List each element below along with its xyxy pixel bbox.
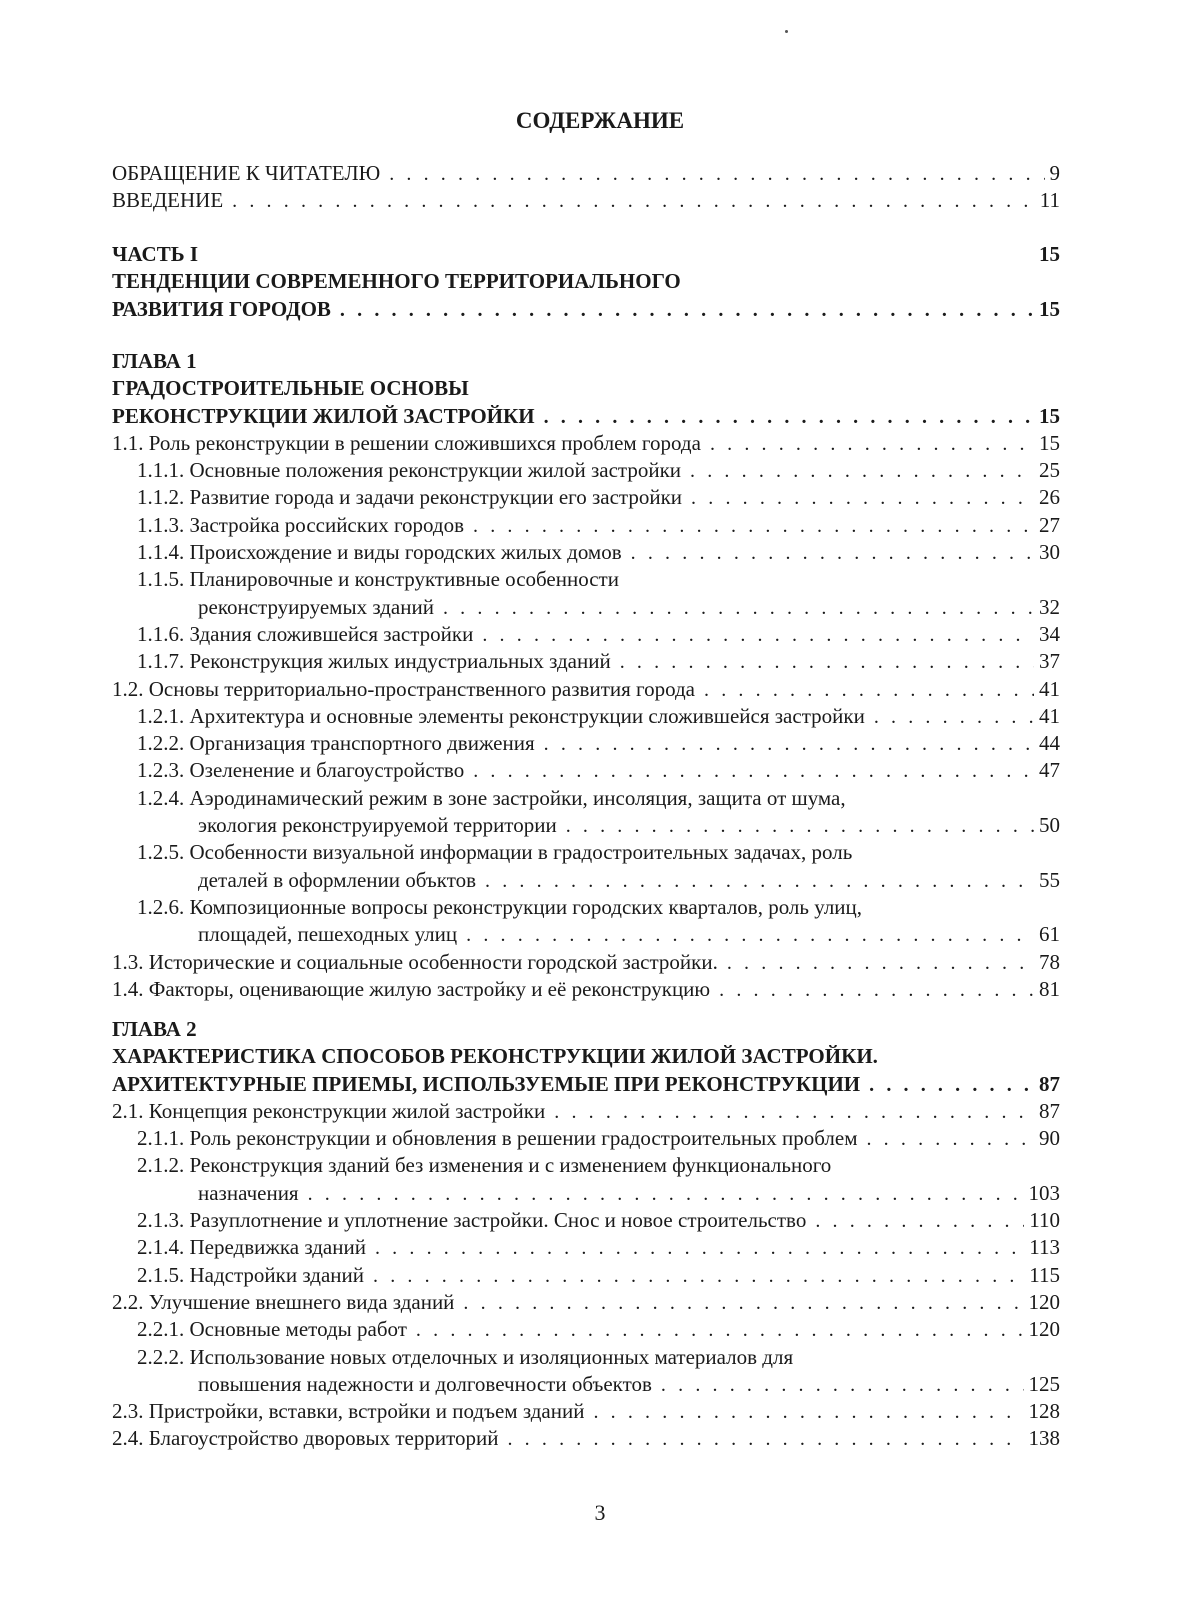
toc-entry-text: 2.1.4. Передвижка зданий — [137, 1235, 366, 1260]
leader-dots — [473, 758, 1034, 785]
scan-speck — [785, 30, 788, 33]
chapter-label — [112, 348, 1060, 375]
part-label-row[interactable] — [112, 241, 1060, 268]
leader-dots — [869, 1072, 1034, 1099]
leader-dots — [815, 1208, 1024, 1235]
toc-entry[interactable] — [112, 1234, 1060, 1261]
leader-dots — [691, 485, 1034, 512]
toc-entry-page: 37 — [1039, 649, 1060, 674]
toc-entry-page: 78 — [1039, 949, 1060, 974]
toc-entry-page: 103 — [1028, 1180, 1060, 1205]
toc-entry[interactable] — [112, 1207, 1060, 1234]
toc-entry-page: 113 — [1029, 1235, 1060, 1260]
part-label-page: 15 — [1039, 242, 1060, 266]
leader-dots — [544, 404, 1034, 431]
leader-dots — [661, 1372, 1024, 1399]
chapter-title-text: РЕКОНСТРУКЦИИ ЖИЛОЙ ЗАСТРОЙКИ — [112, 403, 535, 428]
toc-entry-page: 32 — [1039, 594, 1060, 619]
toc-entry[interactable] — [112, 730, 1060, 757]
toc-entry[interactable] — [112, 867, 1060, 894]
toc-entry[interactable] — [112, 594, 1060, 621]
leader-dots — [482, 622, 1034, 649]
toc-entry-page: 9 — [1049, 161, 1060, 185]
toc-entry[interactable] — [112, 1071, 1060, 1098]
toc-entry-text: 2.1.2. Реконструкция зданий без изменения и с изменением функционального — [137, 1153, 832, 1178]
toc-entry-text: 1.4. Факторы, оценивающие жилую застройку и её реконструкцию — [112, 976, 711, 1001]
toc-entry-page: 61 — [1039, 922, 1060, 947]
toc-entry-page: 30 — [1039, 540, 1060, 565]
toc-entry-text: 1.1.4. Происхождение и виды городских жилых домов — [137, 540, 622, 565]
leader-dots — [554, 1099, 1034, 1126]
toc-entry-page: 110 — [1029, 1208, 1060, 1233]
leader-dots — [544, 731, 1034, 758]
toc-entry[interactable] — [112, 812, 1060, 839]
toc-entry-text: 2.3. Пристройки, вставки, встройки и подъем зданий — [112, 1399, 585, 1424]
leader-dots — [719, 977, 1034, 1004]
toc-entry-text: 1.2.1. Архитектура и основные элементы реконструкции сложившейся застройки — [137, 703, 865, 728]
toc-entry[interactable] — [112, 512, 1060, 539]
toc-entry-text: назначения — [198, 1180, 299, 1205]
toc-entry-page: 34 — [1039, 621, 1060, 646]
toc-entry-page: 90 — [1039, 1126, 1060, 1151]
toc-entry-page: 47 — [1039, 758, 1060, 783]
toc-entry[interactable] — [112, 894, 1060, 921]
toc-entry-text: 1.1.3. Застройка российских городов — [137, 512, 465, 537]
leader-dots — [690, 458, 1034, 485]
leader-dots — [593, 1399, 1023, 1426]
leader-dots — [727, 950, 1034, 977]
leader-dots — [232, 188, 1035, 215]
toc-entry[interactable] — [112, 1316, 1060, 1343]
leader-dots — [485, 868, 1034, 895]
toc-entry-page: 120 — [1028, 1317, 1060, 1342]
toc-entry[interactable] — [112, 1098, 1060, 1125]
toc-entry[interactable] — [112, 296, 1060, 323]
toc-entry-text: 1.2.5. Особенности визуальной информации в градостроительных задачах, роль — [137, 840, 853, 865]
leader-dots — [463, 1290, 1023, 1317]
toc-entry-text: 1.1.7. Реконструкция жилых индустриальных зданий — [137, 649, 611, 674]
toc-entry-text: экология реконструируемой территории — [198, 813, 557, 838]
leader-dots — [308, 1181, 1024, 1208]
toc-entry-page: 50 — [1039, 813, 1060, 838]
chapter-title-line — [112, 1043, 1060, 1070]
toc-entry-page: 81 — [1039, 976, 1060, 1001]
toc-entry-text: площадей, пешеходных улиц — [198, 922, 458, 947]
toc-entry[interactable] — [112, 1152, 1060, 1179]
chapter-1-section — [112, 348, 1060, 1003]
toc-entry-text: 2.2.2. Использование новых отделочных и изоляционных материалов для — [137, 1344, 794, 1369]
chapter-label-text: ГЛАВА 2 — [112, 1017, 197, 1041]
chapter-2-entries — [112, 1098, 1060, 1453]
toc-entry-page: 25 — [1039, 458, 1060, 483]
toc-entry[interactable] — [112, 949, 1060, 976]
toc-entry-page: 128 — [1028, 1399, 1060, 1424]
toc-entry-text: 2.2.1. Основные методы работ — [137, 1317, 407, 1342]
toc-entry-text: 2.1.3. Разуплотнение и уплотнение застройки. Снос и новое строительство — [137, 1208, 807, 1233]
toc-entry[interactable] — [112, 430, 1060, 457]
toc-entry-text: 1.1.2. Развитие города и задачи реконструкции его застройки — [137, 485, 683, 510]
part-1-section — [112, 241, 1060, 323]
part-title-line — [112, 268, 1060, 295]
toc-entry-page: 27 — [1039, 512, 1060, 537]
toc-entry-text: 2.1.1. Роль реконструкции и обновления в решении градостроительных проблем — [137, 1126, 858, 1151]
toc-entry[interactable] — [112, 921, 1060, 948]
toc-entry-text: 2.1. Концепция реконструкции жилой застройки — [112, 1098, 546, 1123]
toc-entry-page: 15 — [1039, 403, 1060, 428]
toc-entry-page: 15 — [1039, 296, 1060, 321]
toc-entry-text: 1.2.3. Озеленение и благоустройство — [137, 758, 465, 783]
toc-entry[interactable] — [112, 1425, 1060, 1452]
part-title-text: ТЕНДЕНЦИИ СОВРЕМЕННОГО ТЕРРИТОРИАЛЬНОГО — [112, 269, 681, 294]
toc-entry[interactable] — [112, 566, 1060, 593]
leader-dots — [340, 297, 1034, 324]
leader-dots — [375, 1235, 1024, 1262]
toc-entry-page: 55 — [1039, 867, 1060, 892]
toc-entry-page: 138 — [1028, 1426, 1060, 1451]
toc-entry[interactable] — [112, 1344, 1060, 1371]
leader-dots — [710, 431, 1034, 458]
front-matter — [112, 160, 1060, 215]
toc-entry-page: 115 — [1029, 1262, 1060, 1287]
leader-dots — [473, 513, 1034, 540]
toc-entry[interactable] — [112, 1371, 1060, 1398]
toc-entry-text: 1.3. Исторические и социальные особенности городской застройки. — [112, 949, 718, 974]
toc-entry-page: 44 — [1039, 731, 1060, 756]
chapter-1-entries — [112, 430, 1060, 1003]
toc-entry[interactable] — [112, 1262, 1060, 1289]
toc-entry[interactable] — [112, 187, 1060, 214]
chapter-title-text: ГРАДОСТРОИТЕЛЬНЫЕ ОСНОВЫ — [112, 376, 469, 401]
leader-dots — [443, 595, 1034, 622]
toc-entry[interactable] — [112, 457, 1060, 484]
toc-entry-text: 1.2.2. Организация транспортного движения — [137, 731, 535, 756]
toc-entry-text: реконструируемых зданий — [198, 594, 434, 619]
toc-entry-page: 87 — [1039, 1098, 1060, 1123]
toc-entry[interactable] — [112, 1180, 1060, 1207]
toc-entry-text: 1.2.6. Композиционные вопросы реконструкции городских кварталов, роль улиц, — [137, 894, 863, 919]
toc-entry-text: деталей в оформлении объктов — [198, 867, 477, 892]
toc-entry[interactable] — [112, 539, 1060, 566]
toc-entry-page: 125 — [1028, 1371, 1060, 1396]
toc-entry-page: 120 — [1028, 1289, 1060, 1314]
toc-entry[interactable] — [112, 757, 1060, 784]
toc-entry[interactable] — [112, 785, 1060, 812]
chapter-2-section — [112, 1016, 1060, 1453]
toc-entry-text: ВВЕДЕНИЕ — [112, 188, 224, 213]
leader-dots — [507, 1426, 1023, 1453]
leader-dots — [631, 540, 1034, 567]
leader-dots — [866, 1126, 1034, 1153]
toc-entry-text: 2.4. Благоустройство дворовых территорий — [112, 1426, 499, 1451]
toc-entry[interactable] — [112, 621, 1060, 648]
toc-entry-page: 41 — [1039, 703, 1060, 728]
leader-dots — [389, 161, 1044, 188]
chapter-label-text: ГЛАВА 1 — [112, 349, 197, 373]
toc-entry-text: 1.1.6. Здания сложившейся застройки — [137, 621, 474, 646]
leader-dots — [466, 922, 1034, 949]
leader-dots — [620, 649, 1034, 676]
toc-entry-text: 1.1.5. Планировочные и конструктивные особенности — [137, 567, 619, 592]
part-title-text: РАЗВИТИЯ ГОРОДОВ — [112, 296, 331, 321]
toc-entry-page: 26 — [1039, 485, 1060, 510]
toc-entry-text: 1.1. Роль реконструкции в решении сложившихся проблем города — [112, 430, 701, 455]
chapter-label — [112, 1016, 1060, 1043]
toc-entry-text: 2.1.5. Надстройки зданий — [137, 1262, 364, 1287]
leader-dots — [704, 677, 1034, 704]
toc-entry[interactable] — [112, 160, 1060, 187]
toc-entry-page: 11 — [1039, 188, 1060, 213]
toc-entry-text: 1.1.1. Основные положения реконструкции жилой застройки — [137, 458, 682, 483]
leader-dots — [416, 1317, 1024, 1344]
toc-entry[interactable] — [112, 403, 1060, 430]
page-number: 3 — [594, 1500, 606, 1525]
toc-entry[interactable] — [112, 484, 1060, 511]
leader-dots — [566, 813, 1034, 840]
toc-entry[interactable] — [112, 1398, 1060, 1425]
leader-dots — [373, 1263, 1024, 1290]
toc-entry[interactable] — [112, 1125, 1060, 1152]
part-label: ЧАСТЬ I — [112, 242, 199, 266]
toc-entry[interactable] — [112, 976, 1060, 1003]
toc-entry-text: 1.2.4. Аэродинамический режим в зоне застройки, инсоляция, защита от шума, — [137, 785, 846, 810]
toc-entry[interactable] — [112, 648, 1060, 675]
chapter-title-text: АРХИТЕКТУРНЫЕ ПРИЕМЫ, ИСПОЛЬЗУЕМЫЕ ПРИ РЕКОНСТРУКЦИИ — [112, 1071, 861, 1096]
toc-entry[interactable] — [112, 1289, 1060, 1316]
chapter-title-line — [112, 375, 1060, 402]
toc-entry-text: повышения надежности и долговечности объектов — [198, 1371, 652, 1396]
chapter-title-text: ХАРАКТЕРИСТИКА СПОСОБОВ РЕКОНСТРУКЦИИ ЖИЛОЙ ЗАСТРОЙКИ. — [112, 1044, 878, 1069]
toc-entry-text: ОБРАЩЕНИЕ К ЧИТАТЕЛЮ — [112, 161, 381, 185]
toc-entry[interactable] — [112, 703, 1060, 730]
toc-entry-page: 15 — [1039, 430, 1060, 455]
toc-entry[interactable] — [112, 839, 1060, 866]
toc-title: СОДЕРЖАНИЕ — [515, 108, 685, 133]
toc-entry-page: 87 — [1039, 1071, 1060, 1096]
toc-entry-page: 41 — [1039, 676, 1060, 701]
toc-entry-text: 1.2. Основы территориально-пространственного развития города — [112, 676, 696, 701]
toc-entry-text: 2.2. Улучшение внешнего вида зданий — [112, 1289, 455, 1314]
leader-dots — [874, 704, 1034, 731]
toc-entry[interactable] — [112, 676, 1060, 703]
